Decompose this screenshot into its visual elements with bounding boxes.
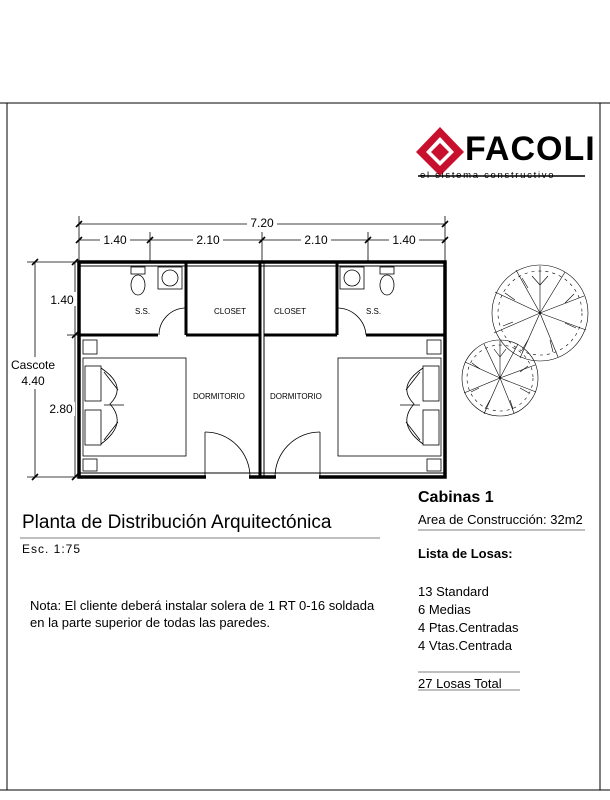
room-ss-left: S.S. [135, 307, 151, 316]
plan-scale: Esc. 1:75 [22, 542, 82, 556]
bathroom-fixtures [131, 267, 394, 295]
room-ss-right: S.S. [366, 307, 382, 316]
dim-segment-3: 2.10 [304, 233, 328, 247]
cabin-area: Area de Construcción: 32m2 [418, 512, 583, 527]
room-dormitorio-right: DORMITORIO [270, 392, 322, 401]
bed-right-icon [338, 340, 441, 471]
toilet-right-icon [380, 267, 394, 274]
brand-tagline: el sistema constructivo [420, 170, 556, 181]
dim-height-top: 1.40 [50, 293, 74, 307]
doors [159, 308, 366, 477]
dim-total-height-label: Cascote [10, 358, 56, 372]
toilet-left-icon [131, 267, 145, 274]
dim-total-width: 7.20 [250, 216, 274, 230]
dim-segment-1: 1.40 [103, 233, 127, 247]
tree-small-icon [462, 340, 538, 416]
losa-item: 13 Standard [418, 584, 489, 599]
losa-item: 6 Medias [418, 602, 471, 617]
room-dormitorio-left: DORMITORIO [193, 392, 245, 401]
dim-total-height: 4.40 [21, 374, 45, 388]
dim-segment-4: 1.40 [392, 233, 416, 247]
cabin-title: Cabinas 1 [418, 489, 494, 506]
room-closet-left: CLOSET [214, 307, 247, 316]
plan-title: Planta de Distribución Arquitectónica [22, 512, 332, 533]
tree-large-icon [492, 265, 588, 361]
losa-item: 4 Ptas.Centradas [418, 620, 519, 635]
bed-left-icon [83, 340, 186, 471]
dim-segment-2: 2.10 [196, 233, 220, 247]
losas-total: 27 Losas Total [418, 676, 502, 691]
client-note: Nota: El cliente deberá instalar solera de 1 RT 0-16 soldada en la parte superior de todas las paredes. [30, 598, 375, 630]
room-closet-right: CLOSET [274, 307, 307, 316]
brand-name: FACOLI [465, 130, 596, 168]
losa-item: 4 Vtas.Centrada [418, 638, 512, 653]
losas-heading: Lista de Losas: [418, 546, 513, 561]
dim-height-bottom: 2.80 [49, 402, 73, 416]
